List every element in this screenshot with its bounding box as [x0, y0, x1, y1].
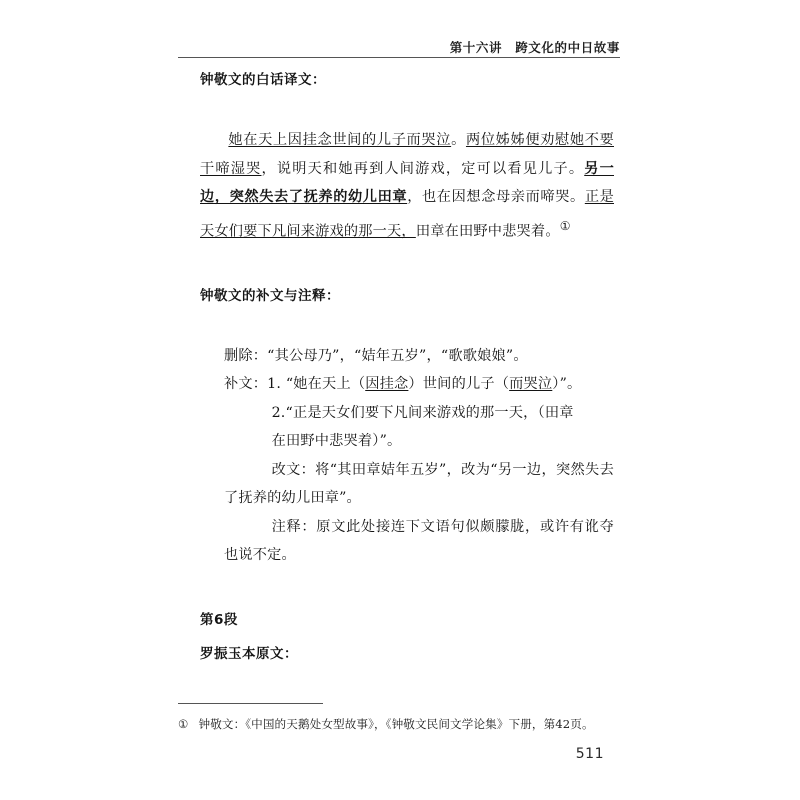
spacer — [178, 304, 620, 342]
paragraph-label: 第6段 — [200, 611, 238, 628]
annotation-revise — [224, 456, 614, 513]
spacer — [178, 570, 620, 608]
heading-source: 罗振玉本原文： — [200, 645, 298, 662]
underlined-phrase-1: 她在天上因挂念世间的儿子而哭泣 — [228, 132, 452, 148]
plain-text-3: ，也在因想念母亲而啼哭。 — [407, 189, 585, 205]
quote-indent — [200, 132, 228, 148]
annotation-delete — [224, 342, 614, 371]
bold-underlined-phrase: 另一边，突然失去了抚养的幼儿田章 — [200, 160, 614, 205]
heading-translation: 钟敬文的白话译文： — [200, 72, 326, 88]
spacer — [178, 246, 620, 284]
annotation-supplement-2-line2 — [224, 427, 614, 456]
underlined-phrase-2: 两位姊姊便劝慰她不要干啼湿哭 — [200, 132, 614, 177]
spacer — [178, 88, 620, 126]
supplement-text-pre: “她在天上（ — [285, 376, 366, 393]
plain-text-2: ，说明天和她再到人间游戏，定可以看见儿子。 — [261, 160, 585, 177]
footnote-marker: ① — [178, 717, 189, 731]
supplement-number-2: 2. — [271, 404, 286, 421]
supplement-underline-2: 而哭泣 — [509, 376, 553, 393]
annotation-supplement-1 — [224, 370, 614, 399]
revise-label: 改文： — [271, 461, 316, 478]
supplement-text-mid: ）世间的儿子（ — [408, 376, 510, 393]
footnote-text: 钟敬文：《中国的天鹅处女型故事》，《钟敬文民间文学论集》下册，第42页。 — [198, 717, 594, 731]
plain-text-1: 。 — [451, 132, 466, 148]
note-label: 注释： — [271, 518, 317, 535]
plain-text-4: 田章在田野中悲哭着。 — [415, 223, 560, 240]
supplement-underline-1: 因挂念 — [365, 376, 409, 393]
translation-body — [178, 126, 620, 246]
heading-annotation: 钟敬文的补文与注释： — [200, 287, 340, 304]
running-head: 第十六讲 跨文化的中日故事 — [449, 40, 620, 55]
delete-label: 删除： — [224, 347, 268, 364]
footnote-reference[interactable]: ① — [559, 218, 571, 233]
footnote — [178, 715, 620, 733]
supplement-2-text-line2: 在田野中悲哭着）”。 — [271, 433, 402, 450]
supplement-number-1: 1. — [267, 376, 282, 393]
supplement-text-post: ）”。 — [552, 376, 582, 393]
annotation-note — [224, 513, 614, 570]
note-text: 原文此处接连下文语句似颇朦胧，或许有讹夺也说不定。 — [224, 518, 614, 564]
supplement-2-text-line1: “正是天女们要下凡间来游戏的那一天，（田章 — [285, 404, 574, 421]
annotation-supplement-2-line1 — [224, 399, 614, 428]
annotation-list — [178, 342, 620, 570]
spacer — [178, 628, 620, 642]
header-rule — [178, 57, 620, 58]
footnote-rule — [178, 703, 323, 704]
revise-text: 将“其田章姞年五岁”，改为“另一边，突然失去了抚养的幼儿田章”。 — [224, 461, 614, 507]
text-column — [178, 68, 620, 662]
delete-text: “其公母乃”，“姞年五岁”，“歌歌娘娘”。 — [267, 347, 528, 364]
underlined-phrase-3: 正是天女们要下凡间来游戏的那一天， — [200, 189, 614, 240]
supplement-label: 补文： — [224, 376, 268, 393]
page-number: 511 — [575, 746, 604, 762]
